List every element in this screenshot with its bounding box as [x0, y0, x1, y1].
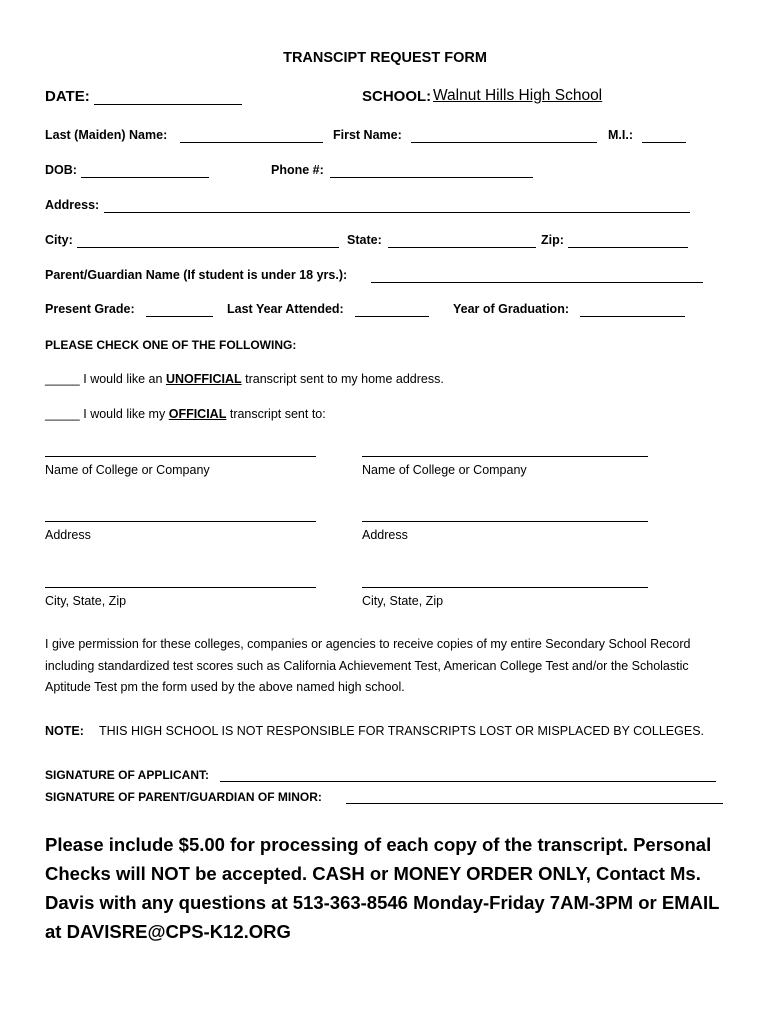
zip-field[interactable]: [568, 247, 688, 248]
sig-guardian-field[interactable]: [346, 803, 723, 804]
last-year-label: Last Year Attended:: [227, 302, 344, 316]
college-address-label-1: Address: [45, 528, 91, 542]
school-label: SCHOOL:: [362, 88, 432, 105]
permission-paragraph: I give permission for these colleges, companies or agencies to receive copies of my entire Secondary School Record including standardized test scores such as California Achievement Test, American College Test and/or the Scholastic Aptitude Test pm the form used by the above named high school.: [45, 637, 691, 694]
mi-label: M.I.:: [608, 128, 633, 142]
college-csz-field-2[interactable]: [362, 587, 648, 588]
dob-label: DOB:: [45, 163, 77, 177]
mi-field[interactable]: [642, 142, 686, 143]
college-name-field-1[interactable]: [45, 456, 316, 457]
address-label: Address:: [45, 198, 100, 212]
zip-label: Zip:: [541, 233, 564, 247]
official-word: OFFICIAL: [168, 407, 227, 421]
unofficial-word: UNOFFICIAL: [165, 372, 242, 386]
official-post-text: transcript sent to:: [229, 407, 326, 421]
date-label: DATE:: [45, 88, 90, 105]
last-name-label: Last (Maiden) Name:: [45, 128, 168, 142]
last-name-field[interactable]: [180, 142, 323, 143]
college-address-field-2[interactable]: [362, 521, 648, 522]
present-grade-field[interactable]: [146, 316, 213, 317]
unofficial-post-text: transcript sent to my home address.: [245, 372, 444, 386]
unofficial-option: [45, 372, 444, 386]
college-csz-label-1: City, State, Zip: [45, 594, 127, 608]
first-name-label: First Name:: [333, 128, 402, 142]
state-label: State:: [347, 233, 382, 247]
present-grade-label: Present Grade:: [45, 302, 135, 316]
sig-applicant-label: SIGNATURE OF APPLICANT:: [45, 768, 209, 782]
college-address-field-1[interactable]: [45, 521, 316, 522]
official-option: [45, 407, 326, 421]
college-address-label-2: Address: [362, 528, 408, 542]
city-field[interactable]: [77, 247, 339, 248]
guardian-label: Parent/Guardian Name (If student is under 18 yrs.):: [45, 268, 348, 282]
check-instruction: PLEASE CHECK ONE OF THE FOLLOWING:: [45, 338, 297, 352]
city-label: City:: [45, 233, 73, 247]
phone-field[interactable]: [330, 177, 533, 178]
last-year-field[interactable]: [355, 316, 429, 317]
form-title: TRANSCIPT REQUEST FORM: [283, 50, 487, 66]
dob-field[interactable]: [81, 177, 209, 178]
sig-applicant-field[interactable]: [220, 781, 716, 782]
note-label: NOTE:: [45, 724, 84, 738]
sig-guardian-label: SIGNATURE OF PARENT/GUARDIAN OF MINOR:: [45, 790, 322, 804]
college-name-label-1: Name of College or Company: [45, 463, 210, 477]
state-field[interactable]: [388, 247, 536, 248]
college-name-field-2[interactable]: [362, 456, 648, 457]
date-field[interactable]: [94, 104, 242, 105]
payment-notice: Please include $5.00 for processing of each copy of the transcript. Personal Checks will NOT be accepted. CASH or MONEY ORDER ONLY, Contact Ms. Davis with any questions at 513-363-8546 Monday-Friday 7AM-3PM or EMAIL at DAVISRE@CPS-K12.ORG: [45, 834, 720, 942]
guardian-field[interactable]: [371, 282, 703, 283]
note-text: THIS HIGH SCHOOL IS NOT RESPONSIBLE FOR TRANSCRIPTS LOST OR MISPLACED BY COLLEGES.: [99, 724, 705, 738]
unofficial-pre-text: I would like an: [83, 372, 163, 386]
address-field[interactable]: [104, 212, 690, 213]
college-name-label-2: Name of College or Company: [362, 463, 527, 477]
unofficial-checkbox[interactable]: _____: [45, 372, 80, 386]
graduation-field[interactable]: [580, 316, 685, 317]
official-pre-text: I would like my: [83, 407, 166, 421]
official-checkbox[interactable]: _____: [45, 407, 80, 421]
graduation-label: Year of Graduation:: [453, 302, 569, 316]
college-csz-label-2: City, State, Zip: [362, 594, 444, 608]
school-value: Walnut Hills High School: [433, 87, 603, 104]
college-csz-field-1[interactable]: [45, 587, 316, 588]
phone-label: Phone #:: [271, 163, 324, 177]
first-name-field[interactable]: [411, 142, 597, 143]
